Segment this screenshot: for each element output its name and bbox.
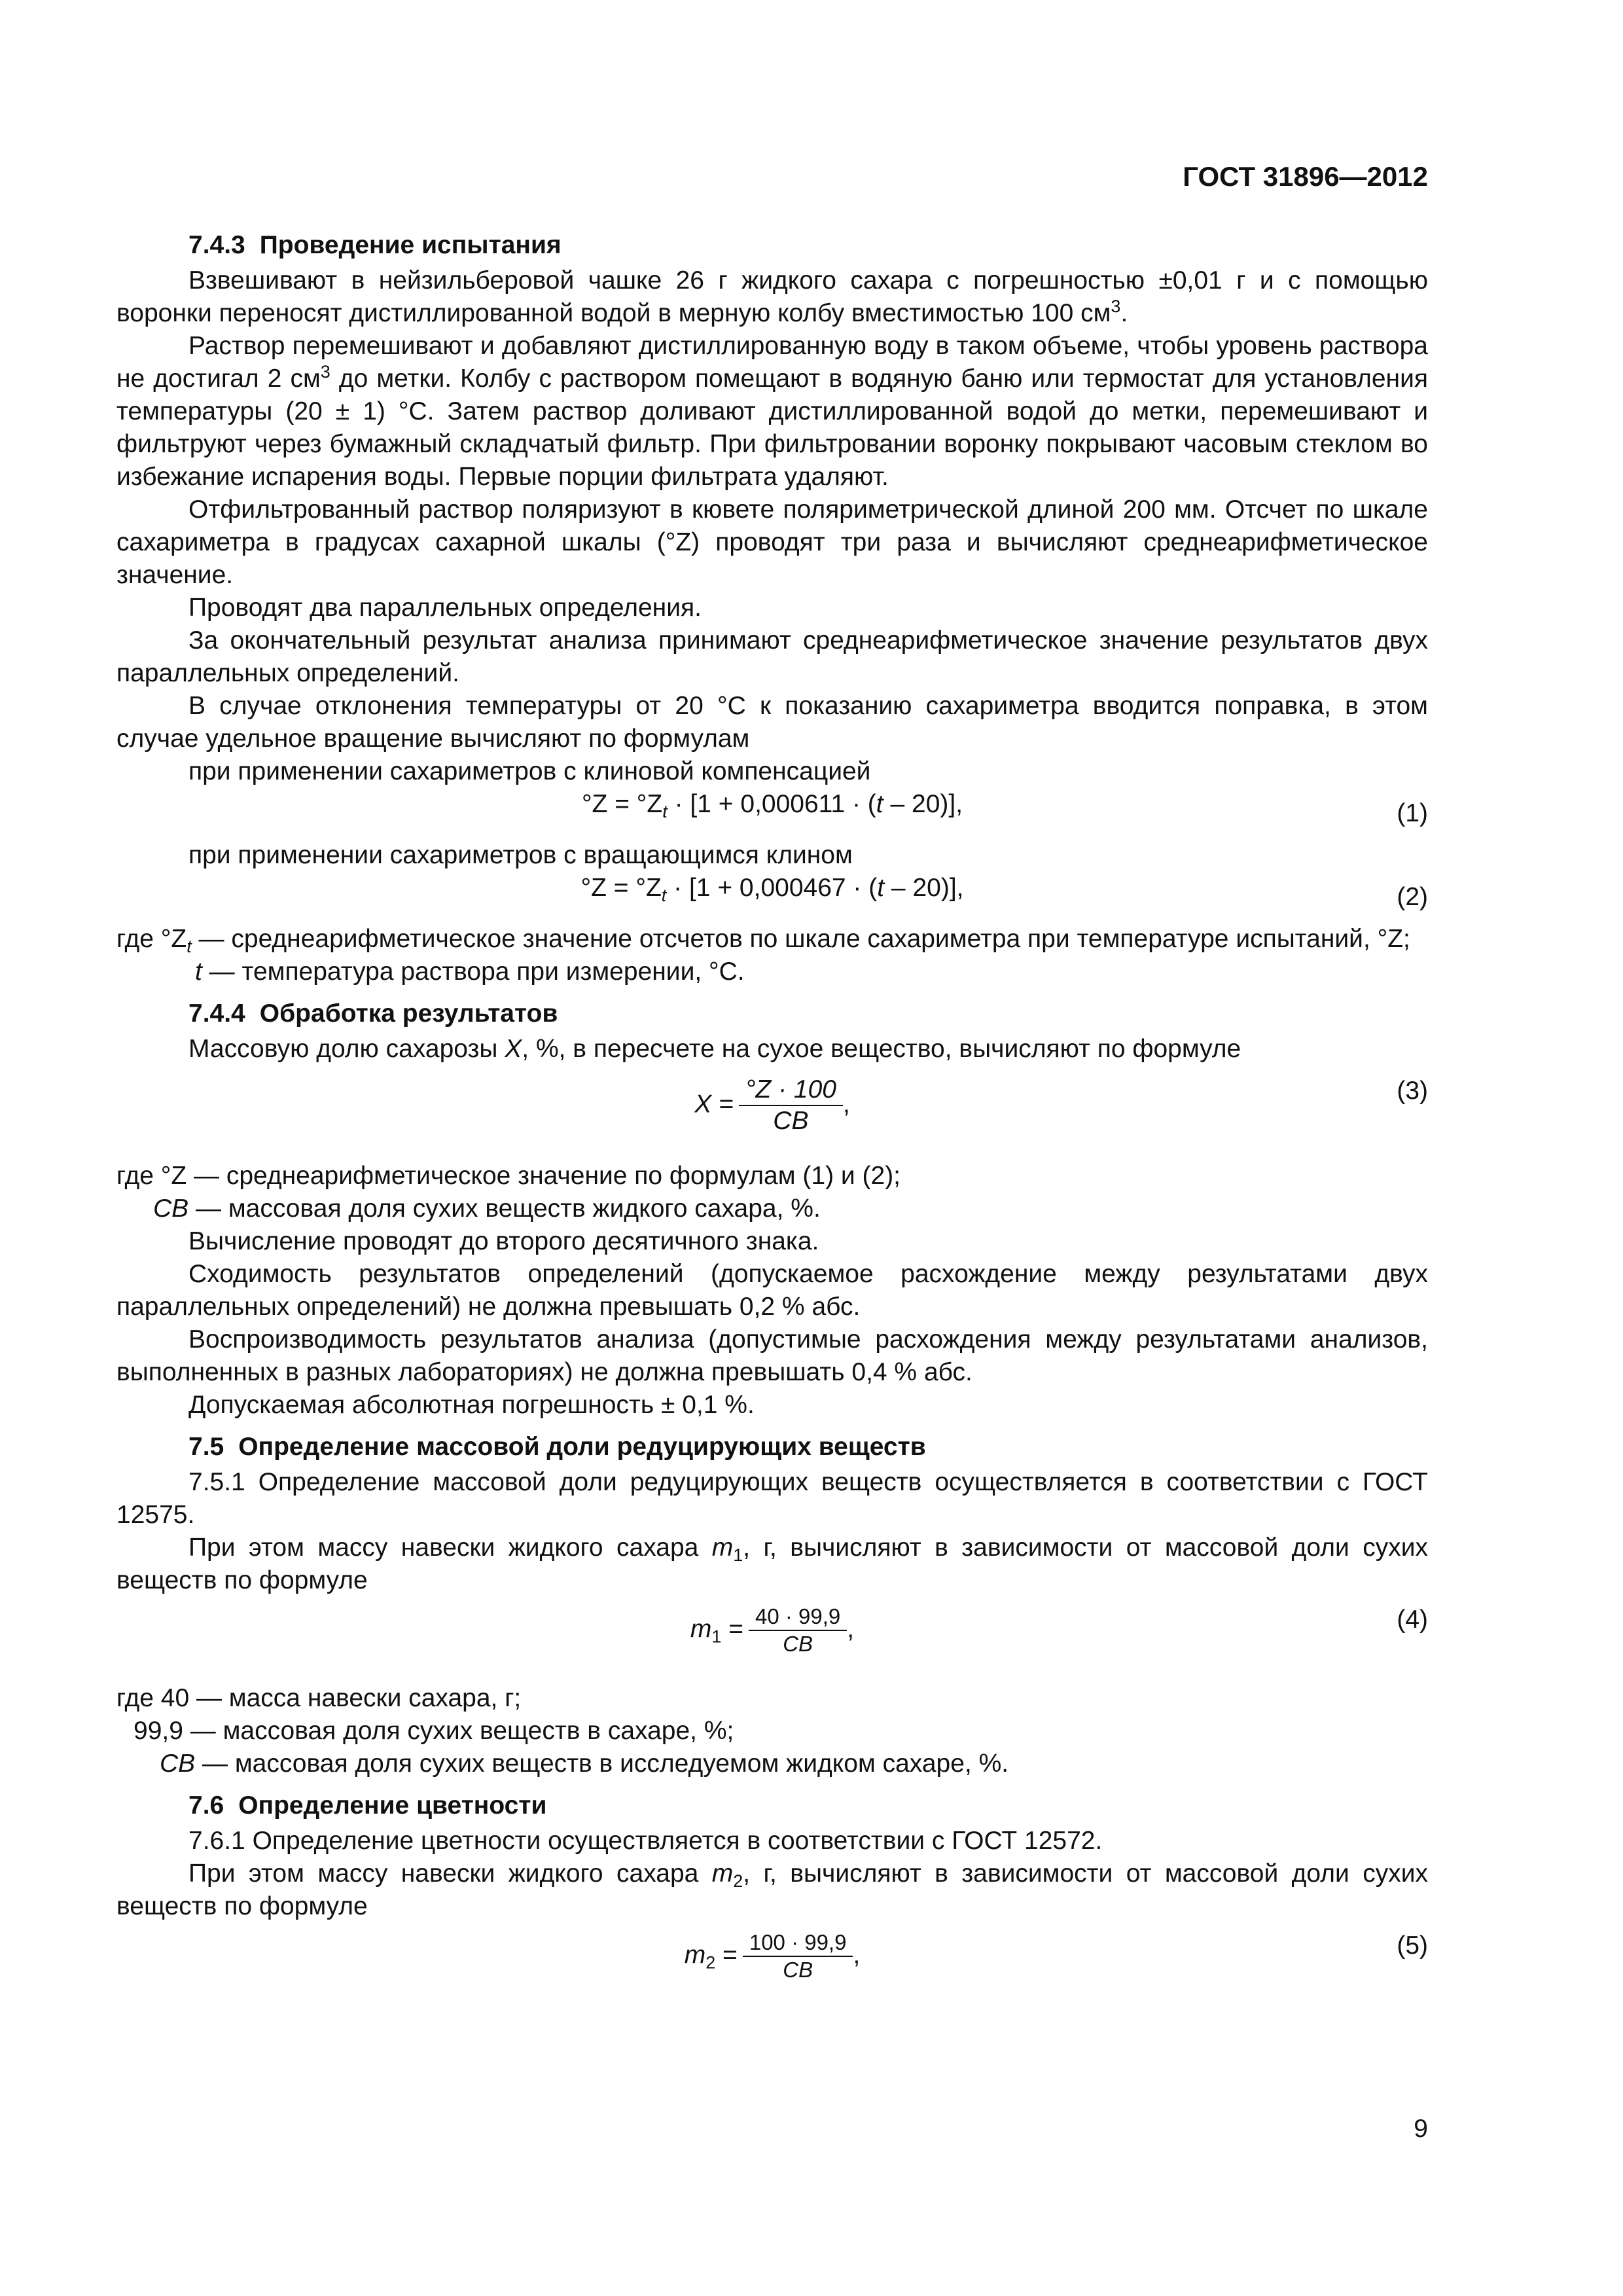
document-body xyxy=(116,229,1428,2001)
section-heading-7-4-3: 7.4.3 Проведение испытания xyxy=(188,231,562,259)
where-definition: t — температура раствора при измерении, °C. xyxy=(195,958,745,986)
paragraph: при применении сахариметров с клиновой компенсацией xyxy=(188,757,871,785)
paragraph: Вычисление проводят до второго десятичного знака. xyxy=(188,1227,819,1255)
formula-4: $m_1$ = $\frac{40 \cdot 99,9}{CB}$ , (4) xyxy=(690,1604,1428,1656)
paragraph: Массовую долю сахарозы X, %, в пересчете на сухое вещество, вычисляют по формуле xyxy=(188,1035,1241,1063)
formula-3: X = $\frac{^\circ Z \cdot 100}{CB}$ , (3) xyxy=(694,1075,1428,1135)
paragraph: Взвешивают в нейзильберовой чашке 26 г жидкого сахара с погрешностью ±0,01 г и с помощью воронки переносят дистиллированной водой в мерную колбу вместимостью 100 $см^3$. xyxy=(116,266,1428,327)
paragraph: при применении сахариметров с вращающимся клином xyxy=(188,841,853,869)
paragraph: Сходимость результатов определений (допускаемое расхождение между результатами двух параллельных определений) не должна превышать 0,2 % абс. xyxy=(116,1260,1428,1321)
section-heading-7-5: 7.5 Определение массовой доли редуцирующих веществ xyxy=(188,1433,926,1461)
paragraph: Отфильтрованный раствор поляризуют в кювете поляриметрической длиной 200 мм. Отсчет по шкале сахариметра в градусах сахарной шкалы (°Z) проводят три раза и вычисляют среднеарифметическое значение. xyxy=(116,495,1428,589)
formula-number: (2) xyxy=(1397,883,1428,911)
formula-1: $^\circ Z = ^\circ Z_t \cdot [1 + 0,000611 \cdot (t - 20)]$, (1) xyxy=(116,788,1428,839)
formula-number: (4) xyxy=(1397,1605,1428,1634)
where-definition: где °Z — среднеарифметическое значение по формулам (1) и (2); xyxy=(116,1162,901,1190)
formula-number: (5) xyxy=(1397,1931,1428,1960)
paragraph: Проводят два параллельных определения. xyxy=(188,594,702,622)
paragraph: При этом массу навески жидкого сахара $m_1$, г, вычисляют в зависимости от массовой доли сухих веществ по формуле xyxy=(116,1534,1428,1594)
paragraph: Воспроизводимость результатов анализа (допустимые расхождения между результатами анализов, выполненных в разных лабораториях) не должна превышать 0,4 % абс. xyxy=(116,1325,1428,1386)
paragraph: 7.6.1 Определение цветности осуществляется в соответствии с ГОСТ 12572. xyxy=(188,1827,1103,1855)
formula-2: $^\circ Z = ^\circ Z_t \cdot [1 + 0,000467 \cdot (t - 20)]$, (2) xyxy=(116,872,1428,923)
paragraph: Раствор перемешивают и добавляют дистиллированную воду в таком объеме, чтобы уровень раствора не достигал 2 $см^3$ до метки. Колбу с раствором помещают в водяную баню или термостат для установления температуры (20 ± 1) °C. Затем раствор доливают дистиллированной водой до метки, перемешивают и фильтруют через бумажный складчатый фильтр. При фильтровании воронку покрывают часовым стеклом во избежание испарения воды. Первые порции фильтрата удаляют. xyxy=(116,332,1428,491)
paragraph: 7.5.1 Определение массовой доли редуцирующих веществ осуществляется в соответствии с ГОСТ 12575. xyxy=(116,1468,1428,1529)
paragraph: За окончательный результат анализа принимают среднеарифметическое значение результатов двух параллельных определений. xyxy=(116,626,1428,687)
paragraph: Допускаемая абсолютная погрешность ± 0,1 %. xyxy=(188,1391,755,1419)
document-header: ГОСТ 31896—2012 xyxy=(1183,161,1428,192)
paragraph: В случае отклонения температуры от 20 °C к показанию сахариметра вводится поправка, в этом случае удельное вращение вычисляют по формулам xyxy=(116,692,1428,753)
where-definition: где $^\circ Z_t$ — среднеарифметическое значение отсчетов по шкале сахариметра при температуре испытаний, °Z; xyxy=(116,925,1410,956)
where-definition: CB — массовая доля сухих веществ жидкого сахара, %. xyxy=(153,1194,821,1223)
where-definition: CB — массовая доля сухих веществ в исследуемом жидком сахаре, %. xyxy=(160,1749,1009,1778)
where-definition: где 40 — масса навески сахара, г; xyxy=(116,1684,522,1712)
formula-number: (3) xyxy=(1397,1077,1428,1105)
page-number: 9 xyxy=(1414,2115,1428,2143)
section-heading-7-4-4: 7.4.4 Обработка результатов xyxy=(188,999,558,1028)
section-heading-7-6: 7.6 Определение цветности xyxy=(188,1791,547,1820)
formula-number: (1) xyxy=(1397,799,1428,827)
where-definition: 99,9 — массовая доля сухих веществ в сахаре, %; xyxy=(134,1717,734,1745)
formula-5: $m_2$ = $\frac{100 \cdot 99,9}{CB}$ , (5) xyxy=(684,1930,1428,1982)
paragraph: При этом массу навески жидкого сахара $m_2$, г, вычисляют в зависимости от массовой доли сухих веществ по формуле xyxy=(116,1859,1428,1920)
